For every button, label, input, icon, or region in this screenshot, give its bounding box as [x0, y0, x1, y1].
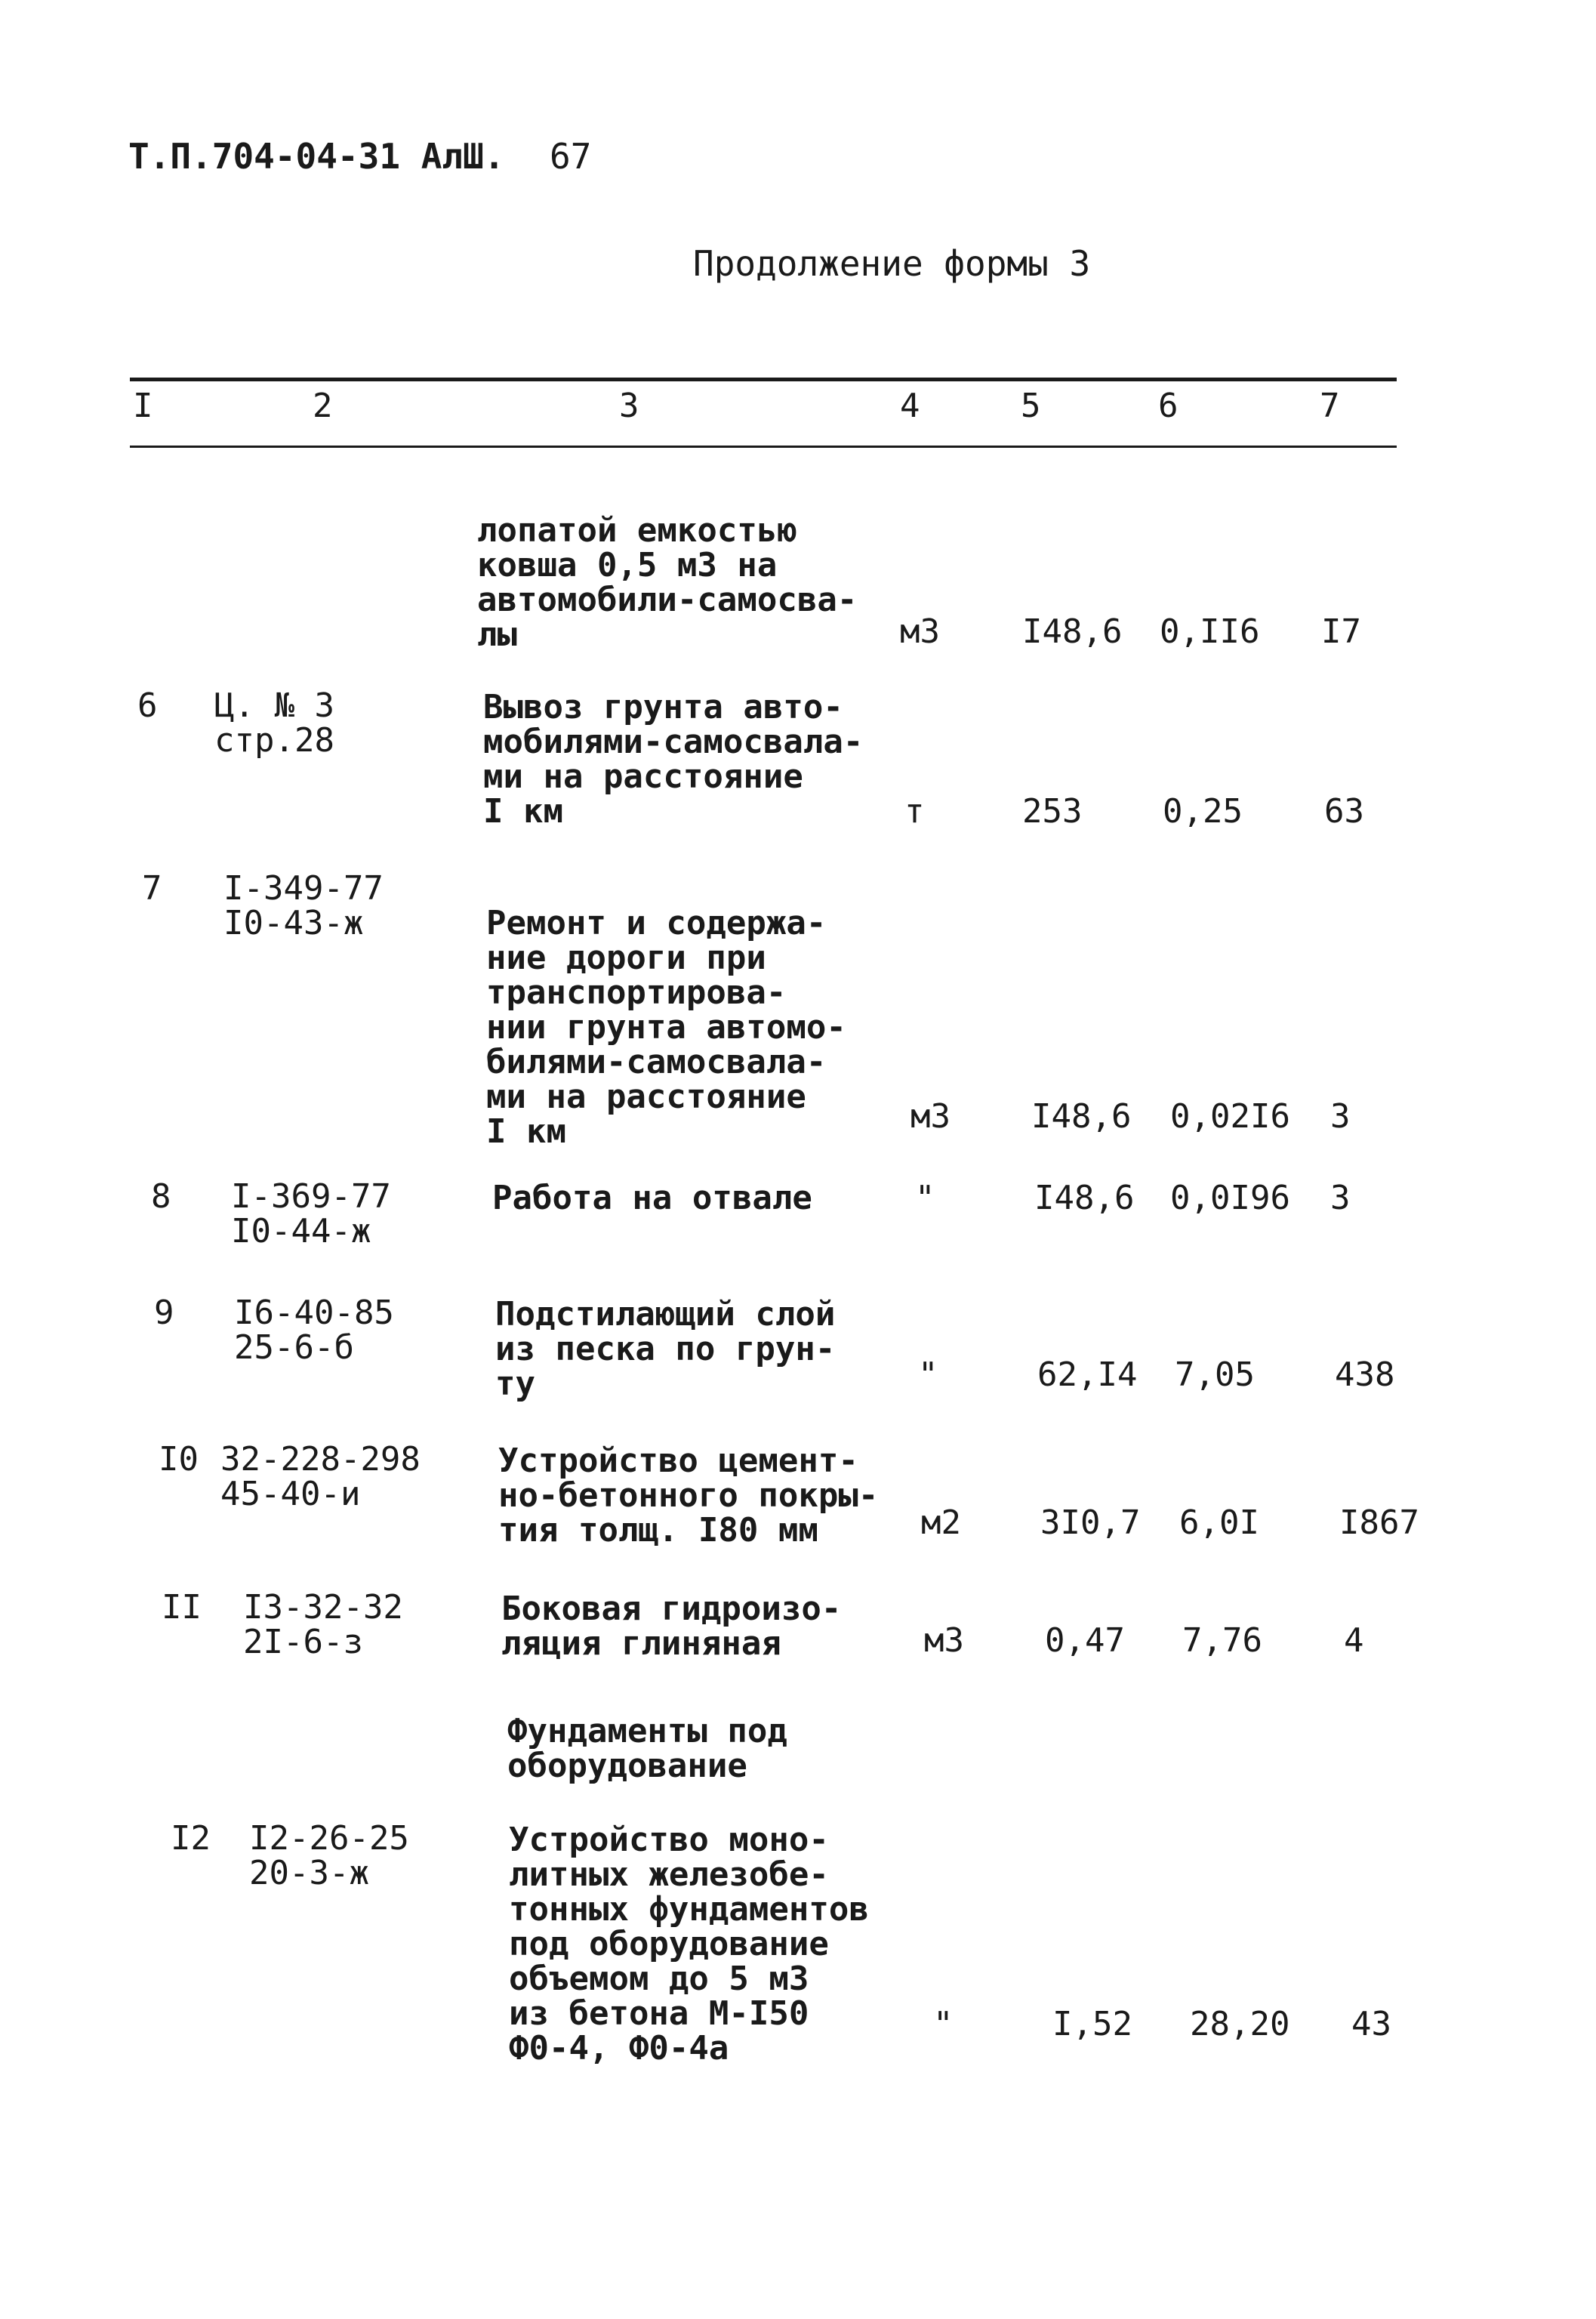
- row-total: 43: [1351, 2005, 1391, 2043]
- column-header-4: 4: [900, 387, 920, 425]
- row-code: I3-32-32 2I-6-з: [243, 1588, 403, 1661]
- row-unit-price: 7,76: [1182, 1621, 1262, 1660]
- row-unit: ": [933, 2005, 954, 2043]
- row-quantity: 0,47: [1045, 1621, 1125, 1660]
- row-number: I0: [159, 1440, 199, 1479]
- row-description: лопатой емкостью ковша 0,5 м3 на автомобили-самосва- лы: [477, 511, 858, 654]
- row-unit: ": [918, 1355, 938, 1394]
- row-code: Ц. № 3 стр.28: [214, 686, 334, 760]
- row-code: I2-26-25 20-3-ж: [249, 1819, 409, 1892]
- row-code: I6-40-85 25-6-б: [234, 1294, 394, 1367]
- row-number: 9: [154, 1294, 174, 1332]
- row-unit: м3: [900, 612, 940, 651]
- row-total: 4: [1344, 1621, 1364, 1660]
- column-header-5: 5: [1021, 387, 1041, 425]
- row-unit-price: 0,II6: [1160, 612, 1260, 651]
- row-unit-price: 28,20: [1190, 2005, 1290, 2043]
- row-quantity: I48,6: [1031, 1097, 1132, 1136]
- row-total: I7: [1321, 612, 1361, 651]
- row-total: 3: [1330, 1097, 1351, 1136]
- row-unit-price: 0,02I6: [1170, 1097, 1290, 1136]
- row-unit: т: [904, 792, 925, 831]
- row-number: I2: [171, 1819, 211, 1858]
- table-header-rule: [130, 446, 1397, 448]
- document-code: Т.П.704-04-31 АлШ.: [128, 136, 505, 177]
- column-header-7: 7: [1320, 387, 1340, 425]
- row-unit: м3: [924, 1621, 964, 1660]
- row-description: Устройство моно- литных железобе- тонных фундаментов под оборудование объемом до 5 м3 из бетона М-I50 Ф0-4, Ф0-4а: [509, 1821, 869, 2068]
- row-quantity: 62,I4: [1037, 1355, 1138, 1394]
- row-quantity: I,52: [1052, 2005, 1132, 2043]
- row-unit: ": [915, 1179, 935, 1217]
- page-title: Продолжение формы 3: [693, 243, 1091, 284]
- row-description: Устройство цемент- но-бетонного покры- тия толщ. I80 мм: [498, 1442, 879, 1550]
- row-description: Подстилающий слой из песка по грун- ту: [495, 1295, 836, 1403]
- row-code: I-349-77 I0-43-ж: [223, 869, 384, 942]
- row-number: 8: [151, 1177, 171, 1216]
- row-quantity: 253: [1022, 792, 1083, 831]
- column-header-2: 2: [313, 387, 333, 425]
- table-top-rule: [130, 378, 1397, 381]
- row-unit-price: 0,0I96: [1170, 1179, 1290, 1217]
- row-number: 6: [137, 686, 158, 725]
- row-quantity: I48,6: [1022, 612, 1123, 651]
- row-code: I-369-77 I0-44-ж: [231, 1177, 391, 1250]
- section-heading: Фундаменты под оборудование: [507, 1712, 787, 1785]
- page-number: 67: [550, 136, 592, 177]
- row-total: 438: [1335, 1355, 1395, 1394]
- row-number: 7: [142, 869, 162, 908]
- row-number: II: [162, 1588, 202, 1627]
- column-header-6: 6: [1158, 387, 1179, 425]
- row-quantity: I48,6: [1034, 1179, 1135, 1217]
- row-quantity: 3I0,7: [1040, 1503, 1141, 1542]
- row-description: Работа на отвале: [492, 1179, 812, 1217]
- row-unit-price: 6,0I: [1179, 1503, 1259, 1542]
- row-unit-price: 0,25: [1163, 792, 1243, 831]
- row-total: 63: [1324, 792, 1364, 831]
- row-unit-price: 7,05: [1175, 1355, 1255, 1394]
- row-code: 32-228-298 45-40-и: [220, 1440, 421, 1513]
- row-description: Вывоз грунта авто- мобилями-самосвала- ми на расстояние I км: [483, 688, 864, 831]
- row-unit: м2: [921, 1503, 961, 1542]
- row-description: Боковая гидроизо- ляция глиняная: [501, 1590, 842, 1663]
- column-header-1: I: [133, 387, 153, 425]
- row-unit: м3: [910, 1097, 951, 1136]
- row-total: I867: [1339, 1503, 1419, 1542]
- row-total: 3: [1330, 1179, 1351, 1217]
- row-description: Ремонт и содержа- ние дороги при транспортирова- нии грунта автомо- билями-самосвала- ми на расстояние I км: [486, 904, 846, 1151]
- column-header-3: 3: [619, 387, 639, 425]
